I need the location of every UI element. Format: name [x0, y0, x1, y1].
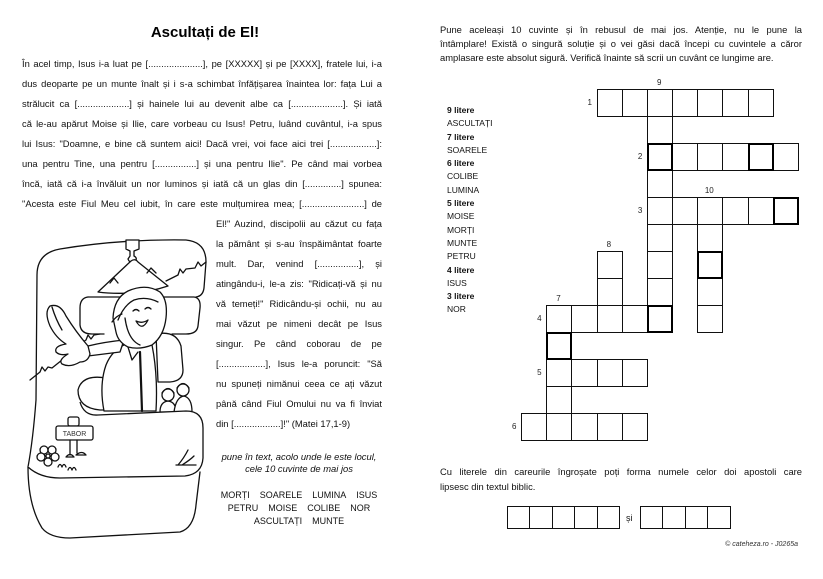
crossword-cell-highlighted[interactable] [647, 143, 673, 171]
crossword-cell[interactable] [546, 413, 572, 441]
story-line: până când Fiul Omului nu va fi înviat [216, 398, 382, 409]
intro-line: întâmplare! Există o singură soluție și o vei găsi dacă începi cu cuvintele a căror [440, 38, 802, 49]
conjunction-label: și [626, 513, 633, 523]
crossword-cell-highlighted[interactable] [697, 251, 723, 279]
clue-number-5: 5 [537, 367, 542, 377]
answer-instruction-line: lipsesc din textul biblic. [440, 481, 536, 492]
crossword-cell[interactable] [697, 143, 723, 171]
mountain-ridge [166, 262, 206, 281]
lamp [126, 240, 139, 263]
second-apostle-letter-box[interactable] [640, 506, 663, 529]
crossword-cell[interactable] [722, 197, 748, 225]
first-apostle-letter-box[interactable] [529, 506, 552, 529]
length-heading: 9 litere [447, 105, 475, 115]
crossword-cell[interactable] [597, 359, 623, 387]
clue-number-9: 9 [656, 78, 662, 87]
word-bank-row [210, 502, 388, 515]
rock [80, 297, 104, 334]
crossword-cell[interactable] [597, 413, 623, 441]
second-apostle-letter-box[interactable] [662, 506, 685, 529]
crossword-cell[interactable] [697, 305, 723, 333]
clue-number-7: 7 [556, 294, 561, 303]
clue-number-4: 4 [537, 313, 542, 323]
word-item: ISUS [447, 277, 467, 288]
answer-instruction-line: Cu literele din careurile îngroșate poți forma numele celor doi apostoli care [440, 466, 802, 477]
crossword-cell[interactable] [597, 305, 623, 333]
crossword-cell[interactable] [773, 143, 799, 171]
first-apostle-letter-box[interactable] [507, 506, 530, 529]
crossword-cell[interactable] [647, 197, 673, 225]
story-line: dus deoparte pe un munte înalt și i s-a schimbat înfățișarea înaintea lor: fața Lui a [22, 78, 382, 89]
clue-number-3: 3 [637, 205, 643, 215]
story-line: singur. Pe când coborau de pe [216, 338, 382, 349]
crossword-cell[interactable] [697, 89, 723, 117]
word-item: SOARELE [447, 144, 488, 155]
word-length-list [447, 104, 493, 317]
mountain-ledge [28, 402, 203, 478]
crossword-cell[interactable] [697, 197, 723, 225]
word-bank-word: LUMINA [312, 490, 347, 500]
crossword-cell[interactable] [647, 251, 673, 279]
clue-number-1: 1 [587, 97, 592, 107]
dove [47, 305, 90, 365]
crossword-cell[interactable] [647, 224, 673, 252]
crossword-cell-highlighted[interactable] [773, 197, 799, 225]
crossword-cell[interactable] [672, 89, 698, 117]
crossword-cell[interactable] [672, 197, 698, 225]
word-item: LUMINA [447, 184, 480, 195]
second-apostle-letter-box[interactable] [685, 506, 708, 529]
story-line: atingându-i, le-a zis: "Ridicați-vă și nu [216, 278, 382, 289]
crossword-cell[interactable] [546, 359, 572, 387]
crossword-cell[interactable] [647, 170, 673, 198]
story-line: la pământ și s-au înspăimântat foarte [216, 238, 382, 249]
crossword-cell[interactable] [622, 413, 648, 441]
first-apostle-letter-box[interactable] [597, 506, 620, 529]
story-line: [..................], Isus le-a poruncit: "Să [216, 358, 382, 369]
clue-number-6: 6 [512, 421, 517, 431]
word-bank-word: MORȚI [220, 490, 250, 500]
first-apostle-letter-box[interactable] [552, 506, 575, 529]
word-item: PETRU [447, 251, 476, 262]
story-line: lui Isus: "Doamne, e bine că suntem aici! Dacă vrei, voi face aici trei [..................]: [22, 138, 382, 149]
crossword-cell[interactable] [622, 305, 648, 333]
crossword-cell[interactable] [697, 278, 723, 306]
crossword-cell[interactable] [521, 413, 547, 441]
story-line: "Acesta este Fiul Meu cel iubit, în care este mulțumirea mea; [........................] de [22, 198, 382, 209]
crossword-cell[interactable] [748, 89, 774, 117]
story-line: nu spuneți nimănui ceea ce ați văzut [216, 378, 382, 389]
story-line: strălucit ca [....................] și hainele lui au devenit albe ca [....................]. Și iată [22, 98, 382, 109]
intro-line: Pune aceleași 10 cuvinte și în rebusul de mai jos. Atenție, nu le pune la [440, 24, 802, 35]
disciples [160, 384, 192, 413]
crossword-cell[interactable] [571, 305, 597, 333]
word-bank-word: SOARELE [259, 490, 303, 500]
page-title: Ascultați de El! [150, 24, 260, 41]
length-heading: 3 litere [447, 291, 475, 302]
crossword-cell[interactable] [597, 251, 623, 279]
crossword-cell[interactable] [697, 224, 723, 252]
crossword-cell[interactable] [597, 89, 623, 117]
word-item: MORȚI [447, 224, 475, 235]
intro-line: amplasare este absolut sigură. Verifică înainte să scrii un cuvânt ce lungime are. [440, 52, 774, 63]
crossword-cell[interactable] [722, 89, 748, 117]
mountain-ridge [30, 360, 62, 380]
story-line: mai văzut pe nimeni decât pe Isus [216, 318, 382, 329]
length-heading: 5 litere [447, 198, 475, 209]
length-heading: 6 litere [447, 158, 475, 169]
clue-number-8: 8 [606, 240, 612, 249]
story-line: vă temeți!" Ridicându-și ochii, nu au [216, 298, 382, 309]
rock [156, 333, 183, 382]
second-apostle-letter-box[interactable] [707, 506, 730, 529]
tabor-sign-text: TABOR [62, 431, 87, 438]
crossword-cell[interactable] [546, 386, 572, 414]
word-bank-word: PETRU [227, 503, 259, 513]
crossword-cell[interactable] [647, 89, 673, 117]
crossword-cell[interactable] [597, 278, 623, 306]
word-bank-word: MOISE [268, 503, 298, 513]
length-heading: 7 litere [447, 131, 475, 142]
word-item: COLIBE [447, 171, 479, 182]
clue-number-2: 2 [637, 151, 643, 161]
transfiguration-illustration [20, 232, 212, 544]
crossword-cell[interactable] [672, 143, 698, 171]
word-item: MOISE [447, 211, 475, 222]
instruction-line: pune în text, acolo unde le este locul, [221, 451, 377, 462]
story-line: una pentru Tine, una pentru [................] și una pentru Ilie". Pe când mai vorbea [22, 158, 382, 169]
copyright-footer: © cateheza.ro - J0265a [725, 541, 798, 548]
crossword-cell[interactable] [647, 116, 673, 144]
crossword-cell[interactable] [722, 143, 748, 171]
story-line: din [..................]!" (Matei 17,1-9) [216, 418, 351, 429]
word-bank-word: ISUS [356, 490, 378, 500]
crossword-cell[interactable] [647, 278, 673, 306]
word-item: ASCULTAȚI [447, 118, 493, 129]
clue-number-10: 10 [704, 186, 714, 195]
tent [98, 260, 168, 294]
crossword-cell[interactable] [546, 305, 572, 333]
word-bank-row [210, 489, 388, 502]
word-item: NOR [447, 304, 466, 315]
crossword-cell[interactable] [622, 89, 648, 117]
crossword-cell-highlighted[interactable] [546, 332, 572, 360]
first-apostle-letter-box[interactable] [574, 506, 597, 529]
word-item: MUNTE [447, 237, 478, 248]
crossword-cell[interactable] [571, 359, 597, 387]
word-bank-word: COLIBE [307, 503, 341, 513]
crossword-cell[interactable] [748, 197, 774, 225]
story-line: încă, iată că i-a învăluit un nor luminos și iată că un glas din [..............] spunea: [22, 178, 382, 189]
crossword-cell[interactable] [622, 359, 648, 387]
crossword-cell-highlighted[interactable] [647, 305, 673, 333]
story-line: mult. Dar, venind [................], și [216, 258, 382, 269]
instruction-line: cele 10 cuvinte de mai jos [245, 463, 353, 474]
length-heading: 4 litere [447, 264, 475, 275]
word-bank-word: ASCULTAȚI [253, 516, 303, 526]
word-bank-word: NOR [350, 503, 371, 513]
word-bank-word: MUNTE [312, 516, 345, 526]
word-bank-row [210, 515, 388, 528]
story-line: că le-au apărut Moise și Ilie, care vorbeau cu Isus! Petru, luând cuvântul, i-a spus [22, 118, 382, 129]
crossword-cell-highlighted[interactable] [748, 143, 774, 171]
crossword-cell[interactable] [571, 413, 597, 441]
story-line: În acel timp, Isus i-a luat pe [.....................], pe [XXXXX] și pe [XXXX], fratele lui, i-a [22, 58, 382, 69]
story-line: El!" Auzind, discipolii au căzut cu fața [216, 218, 382, 229]
